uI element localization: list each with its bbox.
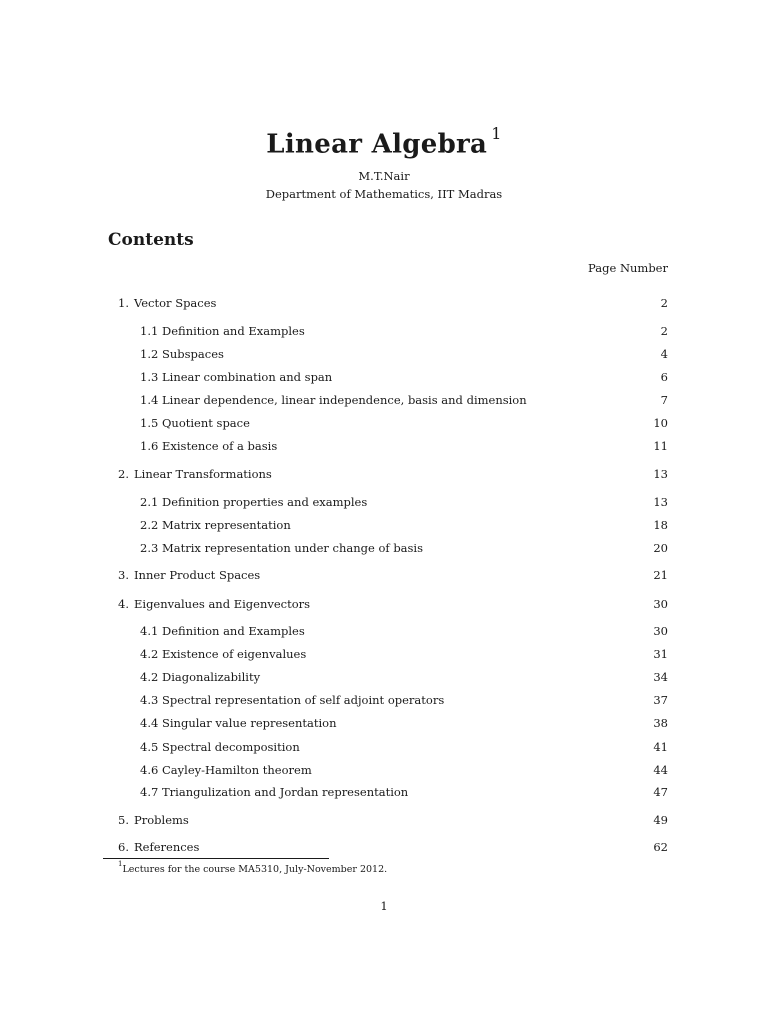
toc-entry-page: 13 <box>653 467 668 481</box>
toc-entry-label: Matrix representation <box>162 518 291 532</box>
toc-entry[interactable] <box>0 438 768 454</box>
toc-entry-number: 1. <box>118 296 129 310</box>
footnote-rule <box>103 858 329 859</box>
toc-entry-label: Definition and Examples <box>162 624 305 638</box>
toc-entry[interactable] <box>0 784 768 800</box>
footnote-text: Lectures for the course MA5310, July-November 2012. <box>122 864 388 876</box>
title-footnote-mark: 1 <box>491 124 502 143</box>
toc-entry-label: Linear dependence, linear independence, basis and dimension <box>162 393 527 407</box>
toc-entry-number: 4.3 <box>140 693 159 707</box>
footnote <box>118 862 387 875</box>
toc-entry-label: Inner Product Spaces <box>134 568 261 582</box>
page-number-label: Page Number <box>588 261 668 275</box>
title-text: Linear Algebra <box>266 129 488 160</box>
toc-entry-page: 47 <box>653 785 668 799</box>
toc-entry[interactable] <box>0 692 768 708</box>
toc-entry-label: Matrix representation under change of basis <box>162 541 424 555</box>
toc-entry-label: Eigenvalues and Eigenvectors <box>134 597 311 611</box>
toc-entry-label: Linear Transformations <box>134 467 272 481</box>
toc-entry-label: Existence of eigenvalues <box>162 647 307 661</box>
toc-entry[interactable] <box>0 839 768 855</box>
toc-entry-label: Vector Spaces <box>134 296 217 310</box>
toc-entry[interactable] <box>0 415 768 431</box>
toc-entry-number: 4.7 <box>140 785 159 799</box>
toc-entry-label: Existence of a basis <box>162 439 278 453</box>
toc-entry-page: 21 <box>653 568 668 582</box>
toc-entry-number: 2. <box>118 467 129 481</box>
toc-entry-page: 34 <box>653 670 668 684</box>
toc-entry-number: 4.5 <box>140 740 159 754</box>
toc-entry-number: 1.6 <box>140 439 159 453</box>
toc-entry-number: 4.6 <box>140 763 159 777</box>
footnote-mark: 1 <box>118 860 123 868</box>
toc-entry-page: 30 <box>653 624 668 638</box>
toc-entry-number: 4.4 <box>140 716 159 730</box>
author: M.T.Nair <box>358 169 410 183</box>
toc-entry[interactable] <box>0 669 768 685</box>
toc-entry-label: Linear combination and span <box>162 370 333 384</box>
toc-entry[interactable] <box>0 715 768 731</box>
toc-entry[interactable] <box>0 812 768 828</box>
toc-entry-label: Quotient space <box>162 416 250 430</box>
toc-entry-page: 2 <box>660 296 668 310</box>
toc-entry-number: 2.2 <box>140 518 159 532</box>
toc-entry-number: 6. <box>118 840 129 854</box>
toc-entry-number: 1.3 <box>140 370 159 384</box>
toc-entry-label: Cayley-Hamilton theorem <box>162 763 312 777</box>
toc-entry-label: Definition properties and examples <box>162 495 368 509</box>
toc-entry-number: 3. <box>118 568 129 582</box>
toc-entry-page: 38 <box>653 716 668 730</box>
toc-entry-page: 13 <box>653 495 668 509</box>
toc-entry-page: 31 <box>653 647 668 661</box>
toc-entry[interactable] <box>0 517 768 533</box>
toc-entry-number: 4.1 <box>140 624 159 638</box>
toc-entry-number: 5. <box>118 813 129 827</box>
toc-entry[interactable] <box>0 323 768 339</box>
page-footer-number: 1 <box>380 899 388 913</box>
toc-entry-page: 4 <box>660 347 668 361</box>
toc-entry[interactable] <box>0 295 768 311</box>
toc-entry-label: Spectral representation of self adjoint operators <box>162 693 445 707</box>
toc-entry[interactable] <box>0 623 768 639</box>
toc-entry[interactable] <box>0 567 768 583</box>
toc-entry-number: 1.2 <box>140 347 159 361</box>
toc-entry-number: 4.2 <box>140 670 159 684</box>
toc-entry[interactable] <box>0 596 768 612</box>
toc-entry[interactable] <box>0 646 768 662</box>
toc-entry-label: Spectral decomposition <box>162 740 300 754</box>
toc-entry-page: 20 <box>653 541 668 555</box>
contents-heading: Contents <box>108 230 194 250</box>
toc-entry-page: 62 <box>653 840 668 854</box>
toc-entry-page: 41 <box>653 740 668 754</box>
toc-entry[interactable] <box>0 369 768 385</box>
toc-entry-page: 18 <box>653 518 668 532</box>
toc-entry-page: 2 <box>660 324 668 338</box>
toc-entry-label: References <box>134 840 200 854</box>
toc-entry-label: Triangulization and Jordan representation <box>162 785 409 799</box>
toc-entry-page: 37 <box>653 693 668 707</box>
toc-entry[interactable] <box>0 346 768 362</box>
toc-entry-label: Diagonalizability <box>162 670 261 684</box>
toc-entry-number: 4.2 <box>140 647 159 661</box>
toc-entry-page: 11 <box>653 439 668 453</box>
toc-entry-page: 6 <box>660 370 668 384</box>
toc-entry[interactable] <box>0 540 768 556</box>
toc-entry-page: 49 <box>653 813 668 827</box>
toc-entry-page: 30 <box>653 597 668 611</box>
toc-entry-label: Definition and Examples <box>162 324 305 338</box>
toc-entry-label: Singular value representation <box>162 716 337 730</box>
toc-entry[interactable] <box>0 392 768 408</box>
document-title <box>0 124 768 160</box>
toc-entry[interactable] <box>0 762 768 778</box>
toc-entry-number: 2.1 <box>140 495 159 509</box>
toc-entry-number: 2.3 <box>140 541 159 555</box>
toc-entry-label: Subspaces <box>162 347 224 361</box>
toc-entry[interactable] <box>0 494 768 510</box>
toc-entry-label: Problems <box>134 813 189 827</box>
toc-entry-number: 4. <box>118 597 129 611</box>
toc-entry-page: 10 <box>653 416 668 430</box>
toc-entry[interactable] <box>0 739 768 755</box>
toc-entry-number: 1.1 <box>140 324 159 338</box>
toc-entry-number: 1.5 <box>140 416 159 430</box>
toc-entry-number: 1.4 <box>140 393 159 407</box>
toc-entry-page: 7 <box>660 393 668 407</box>
toc-entry-page: 44 <box>653 763 668 777</box>
department: Department of Mathematics, IIT Madras <box>265 187 503 201</box>
toc-entry[interactable] <box>0 466 768 482</box>
